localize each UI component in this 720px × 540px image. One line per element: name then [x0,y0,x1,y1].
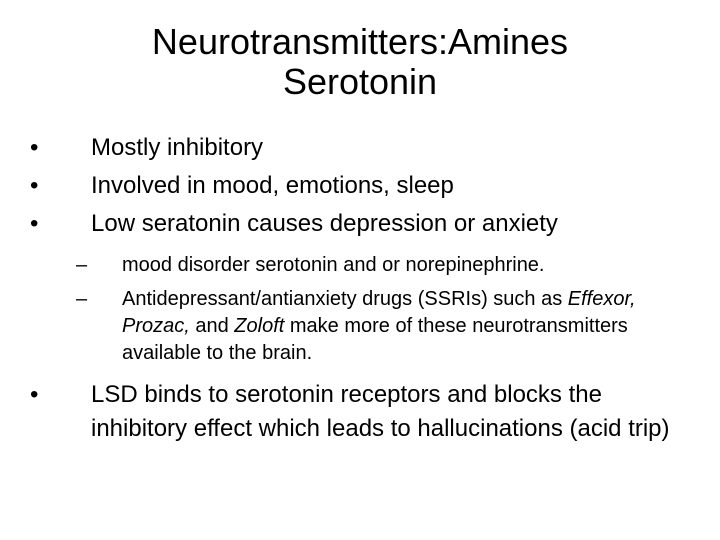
separator: and [189,315,235,337]
sub-bullet-text: mood disorder serotonin and or norepinephrine. [122,254,545,276]
bullet-text: LSD binds to serotonin receptors and blocks the inhibitory effect which leads to hallucinations (acid trip) [91,381,670,442]
title-line-2: Serotonin [282,61,438,102]
sub-bullet-text [122,286,682,367]
sub-bullet-marker: – [76,254,88,276]
drug-name: Effexor, [567,288,636,310]
title-line-1: Neurotransmitters:Amines [151,21,569,62]
sub-bullet-marker: – [76,288,88,310]
slide-title [0,22,720,102]
bullet-text: Involved in mood, emotions, sleep [91,172,454,199]
bullet-text: Low seratonin causes depression or anxiety [91,210,558,237]
bullet-marker: • [30,381,39,408]
sub-bullet-text-part: make more of these neurotransmitters available to the brain. [122,315,628,364]
drug-name: Zoloft [234,315,285,337]
sub-bullet-text-part: Antidepressant/antianxiety drugs (SSRIs) such as [122,288,568,310]
bullet-marker: • [30,134,39,161]
bullet-marker: • [30,172,39,199]
drug-name: Prozac, [122,315,190,337]
bullet-marker: • [30,210,39,237]
bullet-text: Mostly inhibitory [91,134,264,161]
